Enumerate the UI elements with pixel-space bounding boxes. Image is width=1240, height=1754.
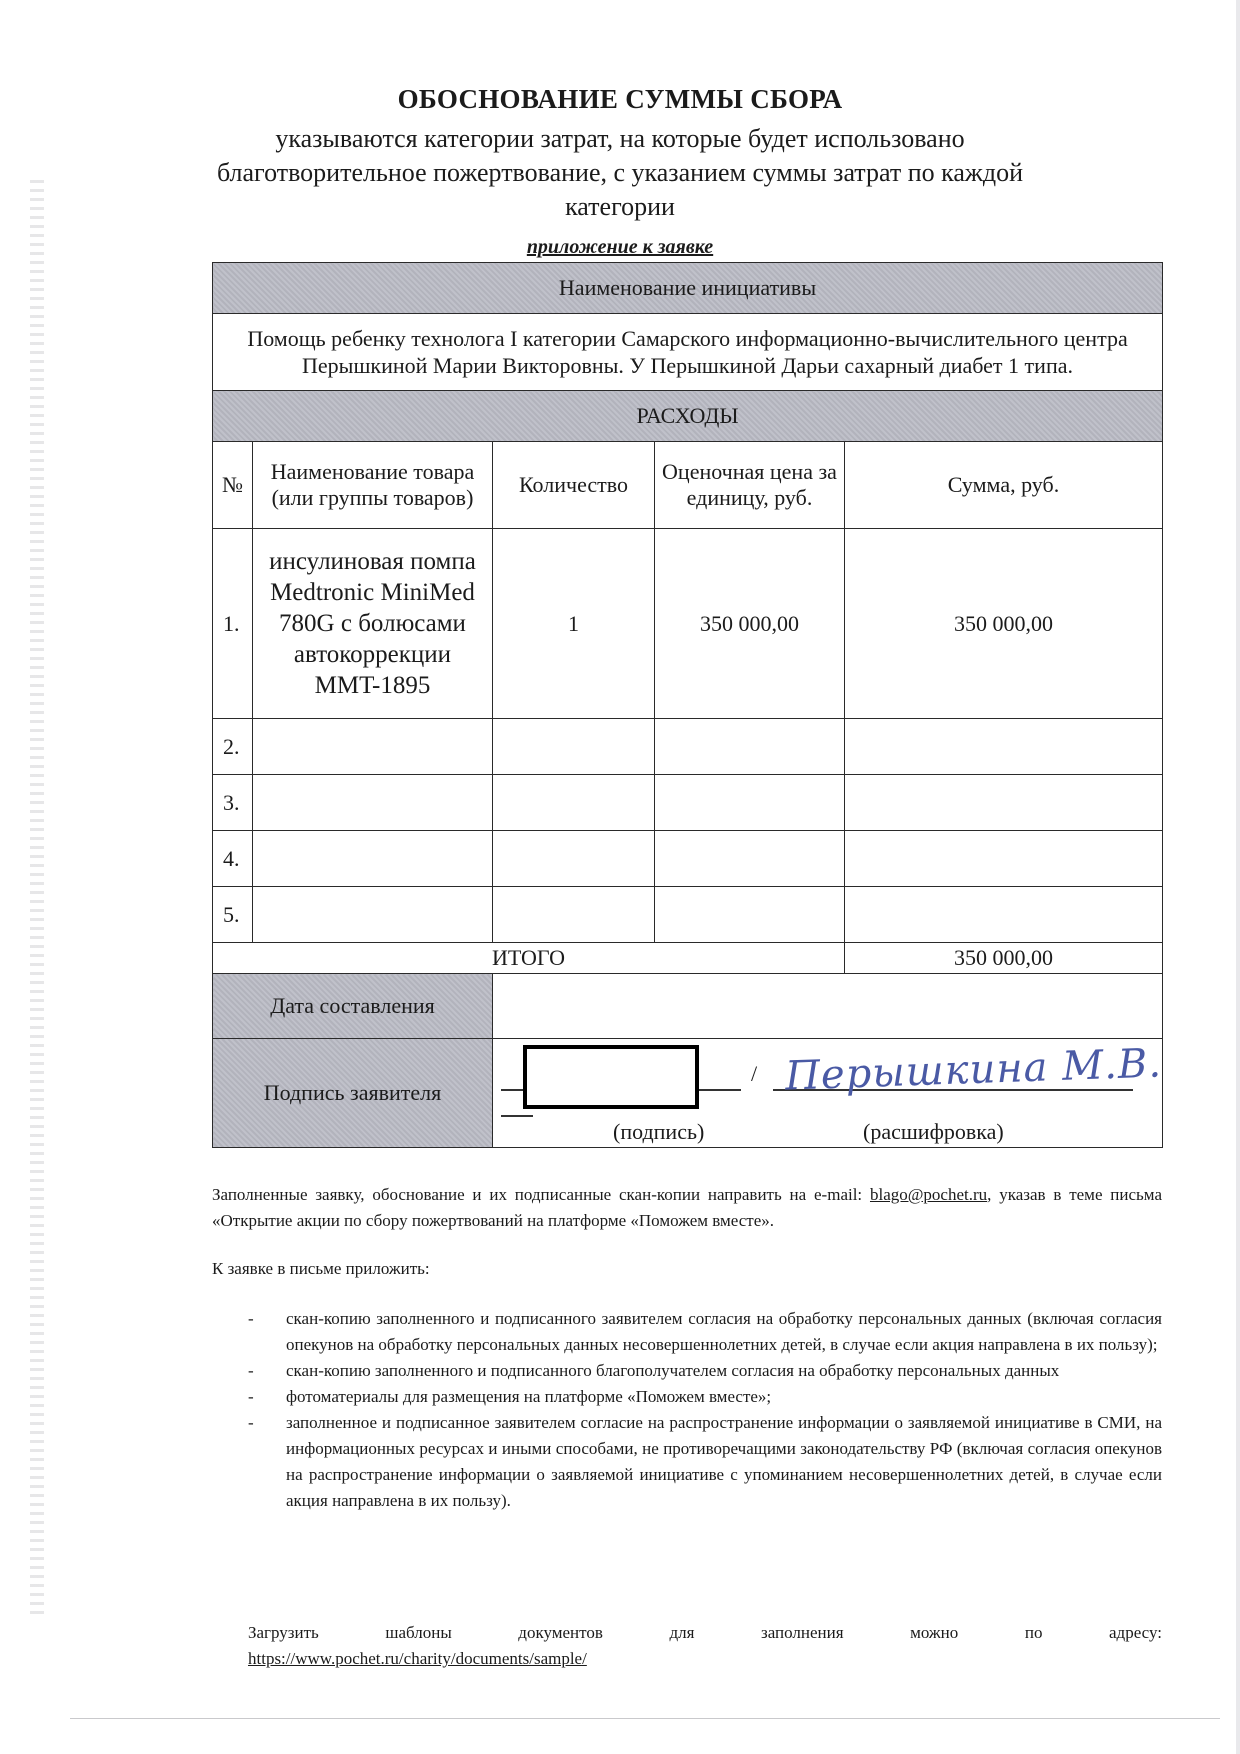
row-qty: 1 [493, 529, 655, 719]
scan-bottom-line [70, 1718, 1220, 1719]
list-item [212, 1384, 1162, 1410]
expense-form-table [212, 262, 1163, 1148]
initiative-header-row [213, 263, 1163, 314]
row-price [655, 719, 845, 775]
row-sum [845, 831, 1163, 887]
initiative-text-row [213, 314, 1163, 391]
table-row [213, 775, 1163, 831]
list-item [212, 1410, 1162, 1514]
col-header-num: № [213, 442, 253, 529]
signature-caption: (подпись) [613, 1119, 705, 1144]
table-row [213, 887, 1163, 943]
bullet-dash: - [248, 1413, 254, 1432]
list-item-text: скан-копию заполненного и подписанного благополучателем согласия на обработку персональных данных [286, 1361, 1060, 1380]
total-row [213, 943, 1163, 974]
submit-suffix: , указав в теме письма «Открытие акции по сбору пожертвований на платформе «Поможем вместе». [212, 1185, 1162, 1230]
download-link[interactable]: https://www.pochet.ru/charity/documents/sample/ [248, 1649, 587, 1668]
column-header-row [213, 442, 1163, 529]
row-sum: 350 000,00 [845, 529, 1163, 719]
attachments-list [212, 1306, 1162, 1514]
signature-row [213, 1039, 1163, 1148]
row-sum [845, 887, 1163, 943]
row-item-name: инсулиновая помпа Medtronic MiniMed 780G с болюсами автокоррекции MMT-1895 [253, 529, 493, 719]
row-item-name [253, 719, 493, 775]
attach-heading: К заявке в письме приложить: [212, 1259, 430, 1278]
row-item-name [253, 775, 493, 831]
date-label: Дата составления [213, 974, 493, 1039]
handwritten-name: Перышкина М.В. [784, 1040, 1163, 1100]
expenses-heading: РАСХОДЫ [213, 391, 1163, 442]
row-qty [493, 775, 655, 831]
row-item-name [253, 831, 493, 887]
col-header-name: Наименование товара (или группы товаров) [253, 442, 493, 529]
row-qty [493, 719, 655, 775]
row-num: 5. [213, 887, 253, 943]
row-price [655, 887, 845, 943]
table-row [213, 719, 1163, 775]
appendix-label: приложение к заявке [526, 236, 714, 258]
scan-edge-artifact [30, 180, 44, 1620]
row-item-name [253, 887, 493, 943]
initiative-text: Помощь ребенку технолога I категории Самарского информационно-вычислительного центра Перышкиной Марии Викторовны. У Перышкиной Дарьи сахарный диабет 1 типа. [213, 314, 1163, 391]
date-field[interactable] [493, 974, 1163, 1039]
bullet-dash: - [248, 1387, 254, 1406]
list-item-text: фотоматериалы для размещения на платформе «Поможем вместе»; [286, 1387, 772, 1406]
col-header-price: Оценочная цена за единицу, руб. [655, 442, 845, 529]
short-dash-mark [501, 1115, 533, 1117]
decoding-caption: (расшифровка) [863, 1119, 1004, 1144]
row-sum [845, 775, 1163, 831]
table-row [213, 529, 1163, 719]
bullet-dash: - [248, 1309, 254, 1328]
row-qty [493, 887, 655, 943]
col-header-sum: Сумма, руб. [845, 442, 1163, 529]
row-num: 4. [213, 831, 253, 887]
list-item-text: заполненное и подписанное заявителем согласие на распространение информации о заявляемой инициативе в СМИ, на информационных ресурсах и иными способами, не противоречащими законодательству РФ (включая согласия опекунов на распространение информации о заявляемой инициативе с упоминанием несовершеннолетних детей, в случае если акция направлена в их пользу). [286, 1413, 1162, 1510]
total-value: 350 000,00 [845, 943, 1163, 974]
scan-edge-right [1236, 0, 1240, 1754]
initiative-heading: Наименование инициативы [213, 263, 1163, 314]
list-item [212, 1358, 1162, 1384]
row-price: 350 000,00 [655, 529, 845, 719]
row-qty [493, 831, 655, 887]
download-instruction: Загрузить шаблоны документов для заполнения можно по адресу: [248, 1623, 1162, 1642]
row-num: 2. [213, 719, 253, 775]
col-header-qty: Количество [493, 442, 655, 529]
row-price [655, 831, 845, 887]
redacted-signature-box [523, 1045, 699, 1109]
row-num: 3. [213, 775, 253, 831]
date-row [213, 974, 1163, 1039]
row-sum [845, 719, 1163, 775]
signature-label: Подпись заявителя [213, 1039, 493, 1148]
expenses-header-row [213, 391, 1163, 442]
total-label: ИТОГО [213, 943, 845, 974]
signature-field[interactable] [493, 1039, 1163, 1148]
email-link[interactable]: blago@pochet.ru [869, 1185, 988, 1204]
list-item-text: скан-копию заполненного и подписанного заявителем согласия на обработку персональных данных (включая согласия опекунов на обработку персональных данных несовершеннолетних детей, в случае если акция направлена в их пользу); [286, 1309, 1162, 1354]
document-subtitle: указываются категории затрат, на которые будет использовано благотворительное пожертвование, с указанием суммы затрат по каждой категории [216, 124, 1024, 221]
bullet-dash: - [248, 1361, 254, 1380]
submit-instruction [212, 1182, 1162, 1234]
list-item [212, 1306, 1162, 1358]
row-price [655, 775, 845, 831]
document-title: ОБОСНОВАНИЕ СУММЫ СБОРА [397, 84, 843, 114]
signature-slash: / [751, 1061, 758, 1086]
table-row [213, 831, 1163, 887]
submit-prefix: Заполненные заявку, обоснование и их подписанные скан-копии направить на e-mail: [212, 1185, 870, 1204]
row-num: 1. [213, 529, 253, 719]
